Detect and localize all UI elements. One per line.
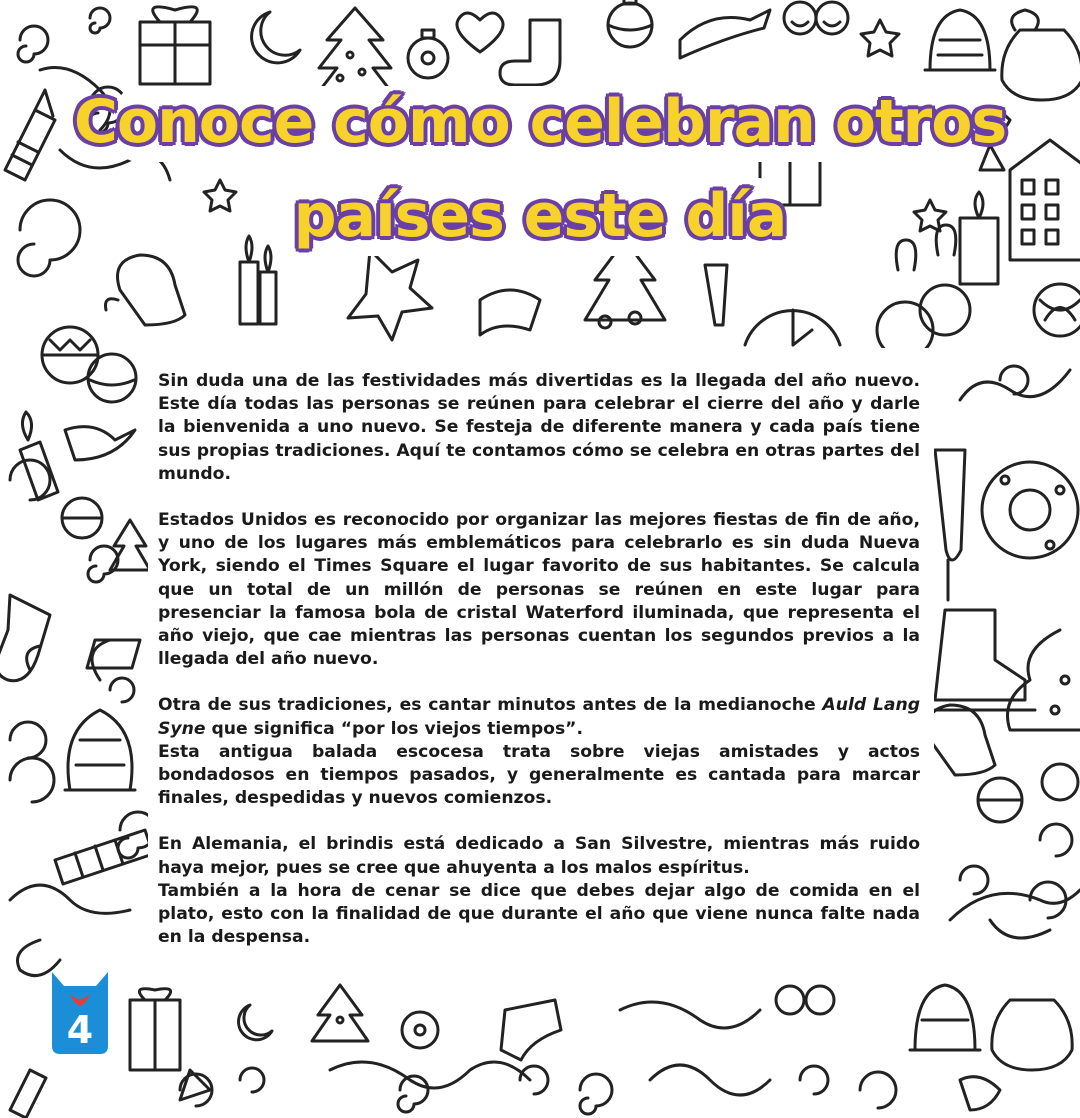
ornament-icon — [402, 1012, 438, 1048]
bag-icon — [992, 1000, 1072, 1070]
candy-cane-icon — [55, 830, 153, 884]
smiley-icon — [776, 986, 834, 1014]
mitten-icon — [106, 255, 186, 325]
christmas-tree-icon — [110, 520, 150, 570]
swirl-icon — [950, 824, 1080, 938]
song-text-before: Otra de sus tradiciones, es cantar minutos antes de la medianoche — [158, 695, 823, 716]
song-text-after: que significa “por los viejos tiempos”. — [205, 718, 583, 739]
lollipop-icon — [1034, 284, 1080, 336]
ribbon-icon — [65, 427, 135, 460]
moon-icon — [252, 12, 300, 63]
ribbon-icon — [680, 10, 770, 58]
ribbon-icon — [960, 366, 1070, 400]
paragraph-ballad: Esta antigua balada escocesa trata sobre viejas amistades y actos bondadosos en tiempos pasados, y generalmente es cantada para marcar finales, despedidas y nuevos comienzos. — [158, 741, 920, 809]
paragraph-dinner: También a la hora de cenar se dice que debes dejar algo de comida en el plato, esto con la finalidad de que durante el año que viene nunca falte nada en la despensa. — [158, 880, 920, 948]
song-title: Auld Lang Syne — [158, 695, 920, 739]
paragraph-intro: Sin duda una de las festividades más divertidas es la llegada del año nuevo. Este día todas las personas se reúnen para celebrar el cierre del año y darle la bienvenida a uno nuevo. Se festeja de diferente manera y cada país tiene sus propias tradiciones. Aquí te contamos cómo se celebra en otras partes del mundo. — [158, 371, 920, 484]
christmas-tree-icon — [1008, 630, 1080, 730]
skate-icon — [935, 610, 1035, 710]
ornament-icon — [42, 327, 136, 402]
mitten-icon — [928, 705, 996, 775]
gift-icon — [130, 989, 180, 1070]
ornament-icon — [62, 498, 102, 538]
page-title-line-1: Conoce cómo celebran otros — [73, 87, 1007, 157]
moon-icon — [239, 1005, 272, 1040]
sock-icon — [501, 1000, 561, 1060]
paragraph-song — [158, 694, 920, 740]
christmas-tree-icon — [312, 985, 368, 1041]
ornament-icon — [608, 0, 652, 47]
sock-icon — [0, 595, 50, 681]
page-number: 4 — [66, 1008, 94, 1052]
ribbon-icon — [87, 640, 140, 668]
sock-icon — [500, 20, 560, 85]
heart-icon — [457, 13, 503, 52]
star-icon — [861, 20, 899, 56]
ribbon-icon — [620, 1002, 760, 1028]
smiley-icon — [784, 2, 848, 34]
clock-icon — [745, 310, 840, 345]
bell-icon — [925, 10, 995, 70]
candy-icon — [960, 1077, 1000, 1110]
page-title-line-2: países este día — [293, 181, 787, 251]
swirl-icon — [10, 460, 118, 680]
bell-icon — [65, 710, 135, 790]
candle-icon — [20, 412, 58, 500]
swirl-icon — [10, 758, 60, 976]
wreath-icon — [982, 462, 1078, 558]
candle-icon — [240, 236, 276, 324]
ornament-icon — [408, 30, 448, 78]
bell-icon — [910, 985, 980, 1050]
swirl-icon — [180, 1062, 896, 1114]
rocket-icon — [10, 1070, 46, 1118]
ornament-icon — [978, 764, 1078, 822]
paragraph-germany: En Alemania, el brindis está dedicado a San Silvestre, mientras más ruido haya mejor, pues se cree que ahuyenta a los malos espíritus. — [158, 834, 920, 878]
torch-icon — [705, 265, 727, 325]
paragraph-usa: Estados Unidos es reconocido por organizar las mejores fiestas de fin de año, y uno de los lugares más emblemáticos para celebrarlo es sin duda Nueva York, siendo el Times Square el lugar favorito de sus habitantes. Se calcula que un total de un millón de personas se reúnen en este lugar para presenciar la famosa bola de cristal Waterford iluminada, que representa el año viejo, que cae mientras las personas cuentan los segundos previos a la llegada del año nuevo. — [158, 510, 920, 670]
christmas-tree-icon — [317, 8, 393, 94]
gift-icon — [140, 7, 210, 84]
article-body — [158, 370, 920, 972]
glass-icon — [935, 450, 965, 600]
bag-icon — [1002, 10, 1080, 100]
